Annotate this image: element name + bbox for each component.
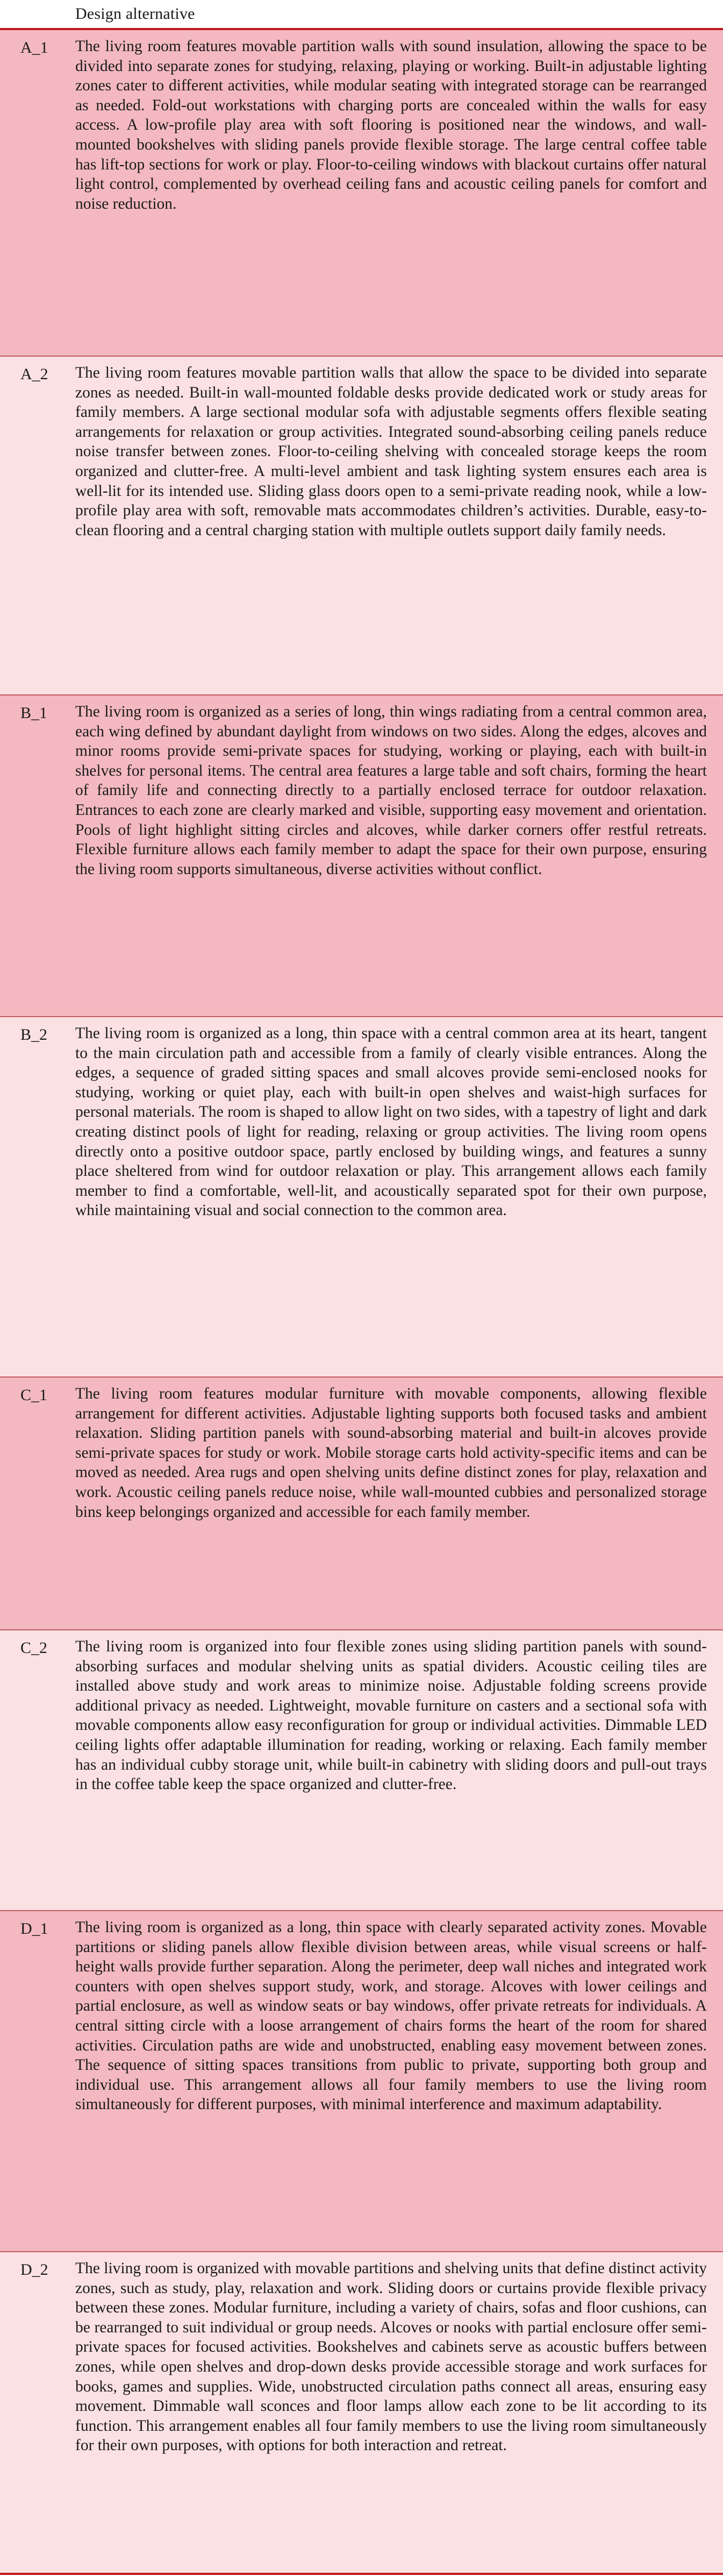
row-description: The living room features movable partition walls that allow the space to be divided into separate zones as needed. Built-in wall-mounted foldable desks provide dedicated work or study areas for family members. A large sectional modular sofa with adjustable segments offers flexible seating arrangements for relaxation or group activities. Integrated sound-absorbing ceiling panels reduce noise transfer between zones. Floor-to-ceiling shelving with concealed storage keeps the room organized and clutter-free. A multi-level ambient and task lighting system ensures each area is well-lit for its intended use. Sliding glass doors open to a semi-private reading nook, while a low-profile play area with soft, removable mats accommodates children’s activities. Durable, easy-to-clean flooring and a central charging station with multiple outlets support daily family needs. bbox=[75, 364, 707, 539]
table-row bbox=[0, 1911, 723, 2252]
table-row bbox=[0, 2252, 723, 2575]
row-id: C_1 bbox=[20, 1386, 48, 1404]
column-header-design-alternative: Design alternative bbox=[75, 5, 195, 23]
table-row bbox=[0, 1017, 723, 1378]
row-description: The living room features movable partition walls with sound insulation, allowing the space to be divided into separate zones for studying, relaxing, playing or working. Built-in adjustable lighting zones cater to different activities, while modular seating with integrated storage can be rearranged as needed. Fold-out workstations with charging ports are concealed within the walls for easy access. A low-profile play area with soft flooring is positioned near the windows, and wall-mounted bookshelves with sliding panels provide flexible storage. The large central coffee table has lift-top sections for work or play. Floor-to-ceiling windows with blackout curtains offer natural light control, complemented by overhead ceiling fans and acoustic ceiling panels for comfort and noise reduction. bbox=[75, 38, 707, 212]
table-row bbox=[0, 30, 723, 357]
table-row bbox=[0, 696, 723, 1017]
row-id: A_1 bbox=[20, 39, 48, 56]
row-id: D_2 bbox=[20, 2261, 48, 2279]
row-description: The living room features modular furniture with movable components, allowing flexible arrangement for different activities. Adjustable lighting supports both focused tasks and ambient relaxation. Sliding partition panels with sound-absorbing material and built-in alcoves provide semi-private spaces for study or work. Mobile storage carts hold activity-specific items and can be moved as needed. Area rugs and open shelving units define distinct zones for play, relaxation and work. Acoustic ceiling panels reduce noise, while wall-mounted cubbies and personalized storage bins keep belongings organized and accessible for each family member. bbox=[75, 1385, 707, 1521]
row-description: The living room is organized with movable partitions and shelving units that define distinct activity zones, such as study, play, relaxation and work. Sliding doors or curtains provide flexible privacy between these zones. Modular furniture, including a variety of chairs, sofas and floor cushions, can be rearranged to suit individual or group needs. Alcoves or nooks with partial enclosure offer semi-private spaces for focused activities. Bookshelves and cabinets serve as acoustic buffers between zones, while open shelves and drop-down desks provide accessible storage and work surfaces for books, games and supplies. Wide, unobstructed circulation paths connect all areas, ensuring easy movement. Dimmable wall sconces and floor lamps allow each zone to be lit according to its function. This arrangement enables all four family members to use the living room simultaneously for their own purposes, with options for both interaction and retreat. bbox=[75, 2260, 707, 2454]
row-description: The living room is organized into four flexible zones using sliding partition panels with sound-absorbing surfaces and modular shelving units as spatial dividers. Acoustic ceiling tiles are installed above study and work areas to minimize noise. Adjustable folding screens provide additional privacy as needed. Lightweight, movable furniture on casters and a sectional sofa with movable components allow easy reconfiguration for group or individual activities. Dimmable LED ceiling lights offer adaptable illumination for reading, working or relaxing. Each family member has an individual cubby storage unit, while built-in cabinetry with sliding doors and pull-out trays in the coffee table keep the space organized and clutter-free. bbox=[75, 1638, 707, 1793]
table-header bbox=[0, 0, 723, 30]
table-row bbox=[0, 1630, 723, 1911]
row-description: The living room is organized as a long, thin space with clearly separated activity zones. Movable partitions or sliding panels allow flexible division between areas, while visual screens or half-height walls provide further separation. Along the perimeter, deep wall niches and integrated work counters with open shelves support study, work, and storage. Alcoves with lower ceilings and partial enclosure, as well as window seats or bay windows, offer private retreats for individuals. A central sitting circle with a loose arrangement of chairs forms the heart of the room for shared activities. Circulation paths are wide and unobstructed, enabling easy movement between zones. The sequence of sitting spaces transitions from public to private, supporting both group and individual use. This arrangement allows all four family members to use the living room simultaneously for different purposes, with minimal interference and maximum adaptability. bbox=[75, 1919, 707, 2113]
row-description: The living room is organized as a series of long, thin wings radiating from a central common area, each wing defined by abundant daylight from windows on two sides. Along the edges, alcoves and minor rooms provide semi-private spaces for studying, working or playing, each with built-in shelves for personal items. The central area features a large table and soft chairs, forming the heart of family life and connecting directly to a partially enclosed terrace for outdoor relaxation. Entrances to each zone are clearly marked and visible, supporting easy movement and orientation. Pools of light highlight sitting circles and alcoves, while darker corners offer restful retreats. Flexible furniture allows each family member to adapt the space for their own purpose, ensuring the living room supports simultaneous, diverse activities without conflict. bbox=[75, 703, 707, 878]
row-description: The living room is organized as a long, thin space with a central common area at its heart, tangent to the main circulation path and accessible from a family of clearly visible entrances. Along the edges, a sequence of graded sitting spaces and small alcoves provide semi-enclosed nooks for studying, working or quiet play, each with built-in open shelves and waist-high surfaces for personal materials. The room is shaped to allow light on two sides, with a tapestry of light and dark creating distinct pools of light for reading, relaxing or group activities. The living room opens directly onto a positive outdoor space, partly enclosed by building wings, and features a sunny place sheltered from wind for outdoor relaxation or play. This arrangement allows each family member to find a comfortable, well-lit, and acoustically separated spot for their own purpose, while maintaining visual and social connection to the common area. bbox=[75, 1025, 707, 1219]
row-id: C_2 bbox=[20, 1639, 48, 1657]
row-id: A_2 bbox=[20, 365, 48, 383]
row-id: B_1 bbox=[20, 704, 48, 722]
table-row bbox=[0, 357, 723, 696]
row-id: B_2 bbox=[20, 1026, 48, 1044]
table-row bbox=[0, 1378, 723, 1630]
row-id: D_1 bbox=[20, 1920, 48, 1938]
table-body bbox=[0, 30, 723, 2575]
